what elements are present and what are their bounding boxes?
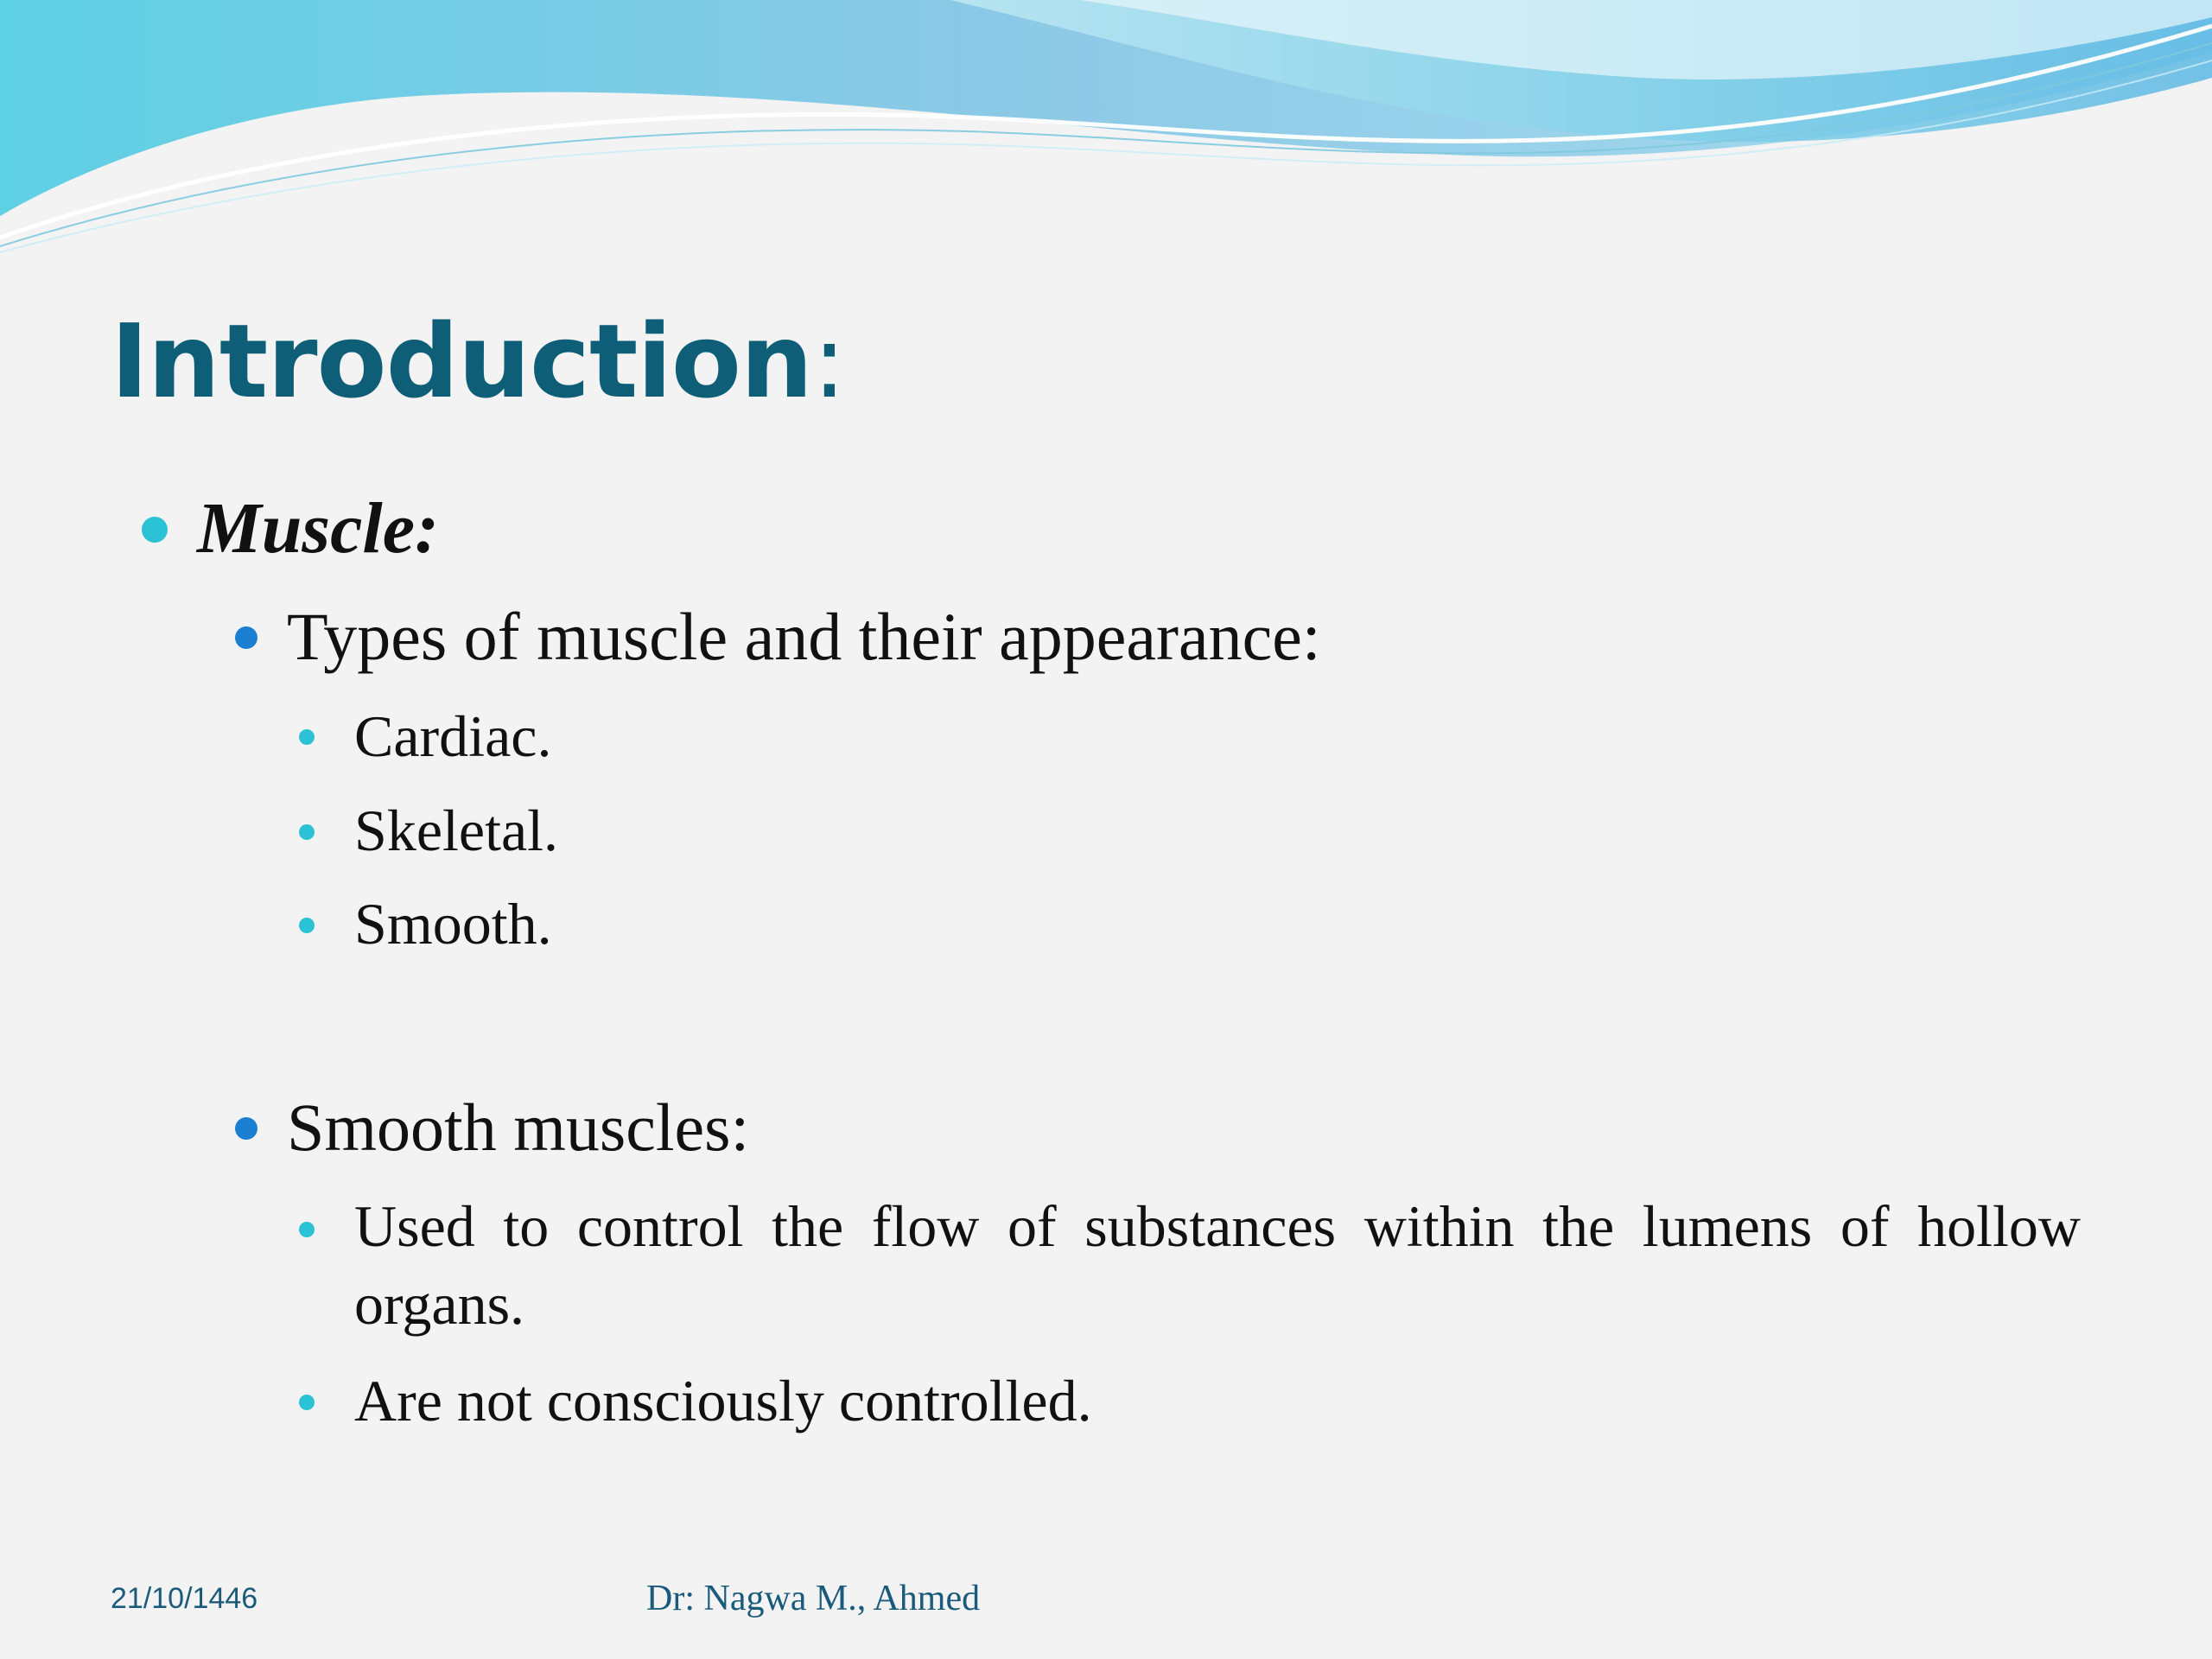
- bullet-smooth-muscles: Smooth muscles:: [287, 1090, 750, 1165]
- list-item-skeletal: Skeletal.: [354, 798, 559, 863]
- bullet-dot-icon: [299, 918, 315, 933]
- title-text: Introduction: [111, 302, 812, 421]
- footer-author: Dr: Nagwa M., Ahmed: [646, 1579, 981, 1618]
- slide-title: [111, 301, 846, 422]
- bullet-dot-icon: [235, 626, 257, 649]
- bullet-dot-icon: [299, 1222, 315, 1237]
- bullet-dot-icon: [299, 1395, 315, 1410]
- bullet-dot-icon: [299, 824, 315, 840]
- header-wave-decoration: [0, 0, 2212, 259]
- bullet-dot-icon: [142, 517, 168, 543]
- bullet-types-of-muscle: Types of muscle and their appearance:: [287, 599, 1321, 674]
- bullet-dot-icon: [299, 729, 315, 745]
- list-item-flow-control: Used to control the flow of substances within the lumens of hollow organs.: [354, 1193, 2081, 1337]
- footer-date: 21/10/1446: [111, 1582, 258, 1615]
- list-item-cardiac: Cardiac.: [354, 703, 552, 769]
- bullet-dot-icon: [235, 1117, 257, 1140]
- bullet-muscle: Muscle:: [197, 488, 439, 569]
- list-item-smooth: Smooth.: [354, 891, 552, 957]
- title-colon: :: [811, 302, 846, 421]
- list-item-not-conscious: Are not consciously controlled.: [354, 1368, 1092, 1433]
